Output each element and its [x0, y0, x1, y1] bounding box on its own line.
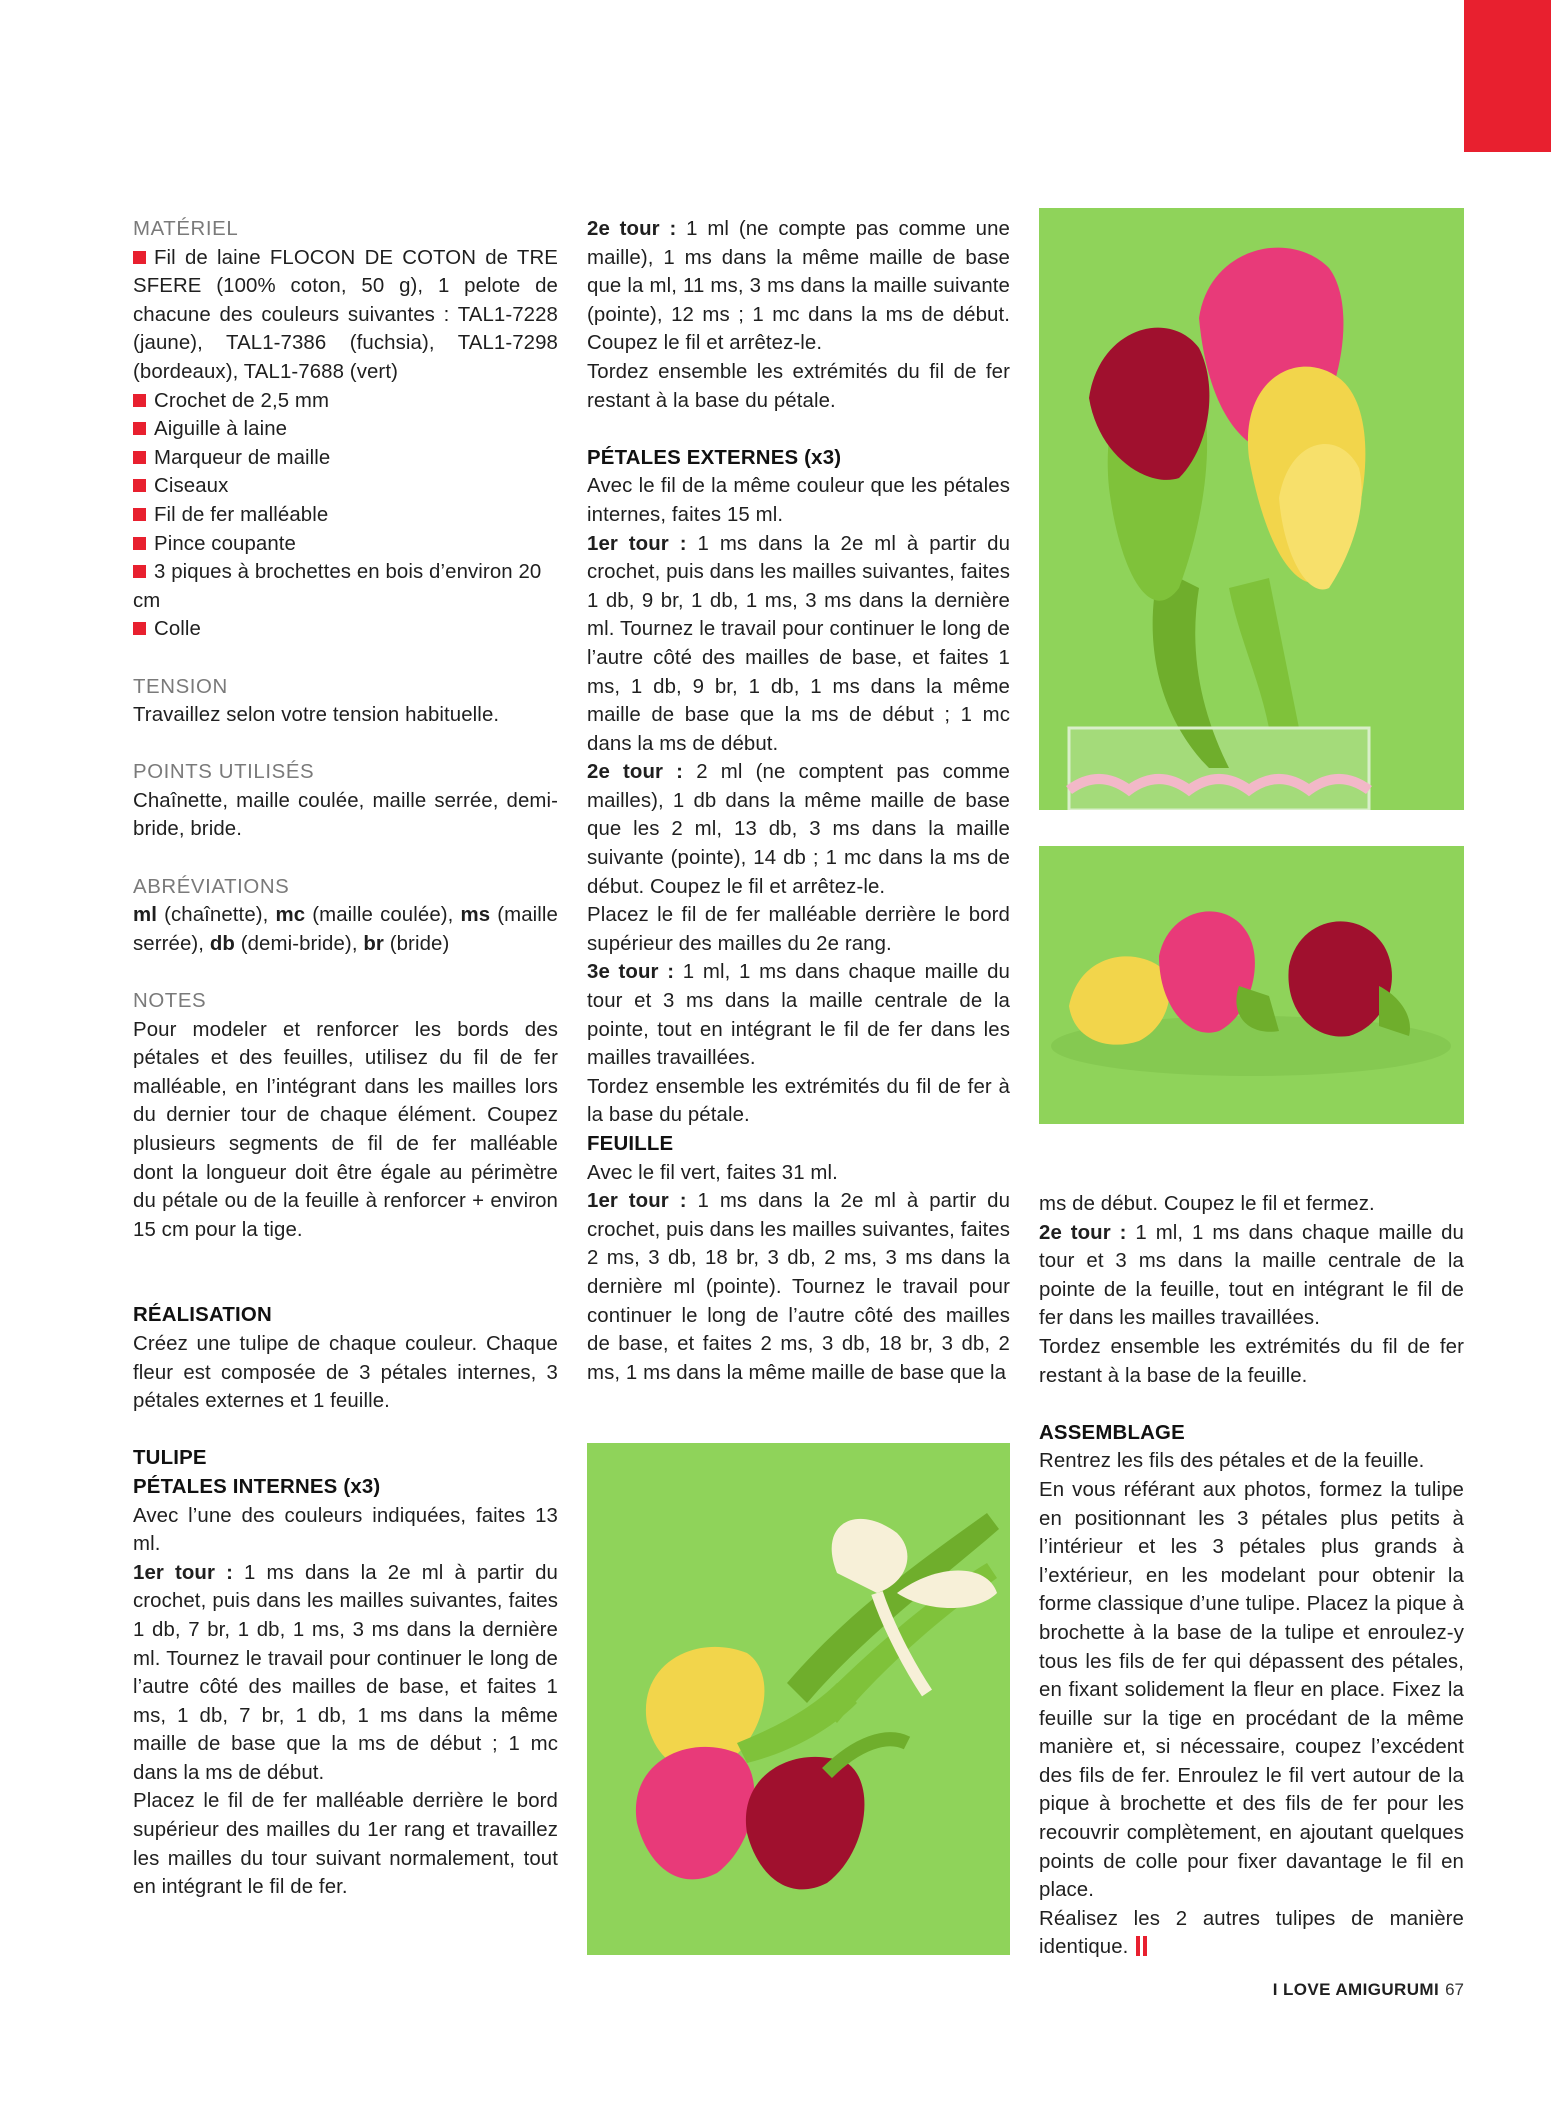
stitches-text: Chaînette, maille coulée, maille serrée, demi-bride, bride. — [133, 789, 558, 841]
magazine-name: I LOVE AMIGURUMI — [1272, 1980, 1440, 1999]
tension-text: Travaillez selon votre tension habituelle. — [133, 704, 500, 727]
end-mark-icon — [1136, 1936, 1140, 1956]
outer-petals-round1: 1er tour : 1 ms dans la 2e ml à partir du crochet, puis dans les mailles suivantes, faites 1 db, 9 br, 1 db, 1 ms, 3 ms dans la dernière ml. Tournez le travail pour continuer le long de l’autre côté des mailles de base, et faites 1 ms, 1 db, 9 br, 1 db, 1 ms dans la même maille de base que la ms de début ; 1 mc dans la ms de début. — [587, 532, 1011, 755]
leaf-twist: Tordez ensemble les extrémités du fil de fer restant à la base de la feuille. — [1039, 1335, 1464, 1387]
inner-petals-intro: Avec l’une des couleurs indiquées, faites 13 ml. — [133, 1504, 558, 1556]
bullet-square-icon — [133, 394, 146, 407]
abbreviations-text: ml (chaînette), mc (maille coulée), ms (maille serrée), db (demi-bride), br (bride) — [133, 904, 558, 955]
bullet-square-icon — [133, 479, 146, 492]
assembly-heading: ASSEMBLAGE — [1039, 1421, 1185, 1444]
materials-item: Colle — [133, 615, 558, 644]
photo-tulips-in-glass — [1039, 208, 1464, 810]
realisation-text: Créez une tulipe de chaque couleur. Chaque fleur est composée de 3 pétales internes, 3 pétales externes et 1 feuille. — [133, 1332, 558, 1413]
bullet-square-icon — [133, 451, 146, 464]
tension-heading: TENSION — [133, 675, 228, 698]
inner-petals-wire: Placez le fil de fer malléable derrière le bord supérieur des mailles du 1er rang et travaillez les mailles du tour suivant normalement, tout en intégrant le fil de fer. — [133, 1790, 558, 1899]
outer-petals-round2: 2e tour : 2 ml (ne comptent pas comme mailles), 1 db dans la même maille de base que les 2 ml, 13 db, 3 ms dans la maille suivante (pointe), 14 db ; 1 mc dans la ms de début. Coupez le fil et arrêtez-le. — [587, 761, 1011, 898]
outer-petals-round3: 3e tour : 1 ml, 1 ms dans chaque maille du tour et 3 ms dans la maille centrale de la pointe, tout en intégrant le fil de fer dans les mailles travaillées. — [587, 961, 1011, 1070]
materials-item: Fil de laine FLOCON DE COTON de TRE SFERE (100% coton, 50 g), 1 pelote de chacune des couleurs suivantes : TAL1-7228 (jaune), TAL1-7386 (fuchsia), TAL1-7298 (bordeaux), TAL1-7688 (vert) — [133, 246, 558, 383]
tulipe-heading: TULIPE — [133, 1447, 207, 1470]
materials-item: Fil de fer malléable — [133, 501, 558, 530]
leaf-heading: FEUILLE — [587, 1133, 674, 1155]
leaf-intro: Avec le fil vert, faites 31 ml. — [587, 1161, 838, 1184]
outer-petals-wire: Placez le fil de fer malléable derrière le bord supérieur des mailles du 2e rang. — [587, 904, 1010, 955]
assembly-p2: En vous référant aux photos, formez la tulipe en positionnant les 3 pétales plus petits à l’intérieur et les 3 pétales plus grands à l’extérieur, en les modelant pour obtenir la forme classique d’une tulipe. Placez la pique à brochette à la base de la tulipe et enroulez-y tous les fils de fer qui dépassent des pétales, en fixant solidement la fleur en place. Fixez la feuille sur la tige en procédant de la même manière et, si nécessaire, coupez l’excédent des fils de fer. Enroulez le fil vert autour de la pique à brochette et des fils de fer pour les recouvrir complètement, en ajoutant quelques points de colle pour fixer davantage le fil en place. — [1039, 1478, 1464, 1902]
bullet-square-icon — [133, 422, 146, 435]
red-corner-tab — [1464, 0, 1551, 152]
materials-item: 3 piques à brochettes en bois d’environ 20 cm — [133, 561, 542, 612]
inner-petals-round1: 1er tour : 1 ms dans la 2e ml à partir du crochet, puis dans les mailles suivantes, faites 1 db, 7 br, 1 db, 1 ms, 3 ms dans la dernière ml. Tournez le travail pour continuer le long de l’autre côté des mailles de base, et faites 1 ms, 1 db, 7 br, 1 db, 1 ms dans la même maille de base que la ms de début ; 1 mc dans la ms de début. — [133, 1561, 558, 1784]
column-left — [133, 215, 558, 1902]
leaf-round1-continued: ms de début. Coupez le fil et fermez. — [1039, 1193, 1375, 1215]
end-mark-icon — [1143, 1936, 1147, 1956]
materials-heading: MATÉRIEL — [133, 218, 239, 240]
leaf-round2: 2e tour : 1 ml, 1 ms dans chaque maille du tour et 3 ms dans la maille centrale de la pointe de la feuille, tout en intégrant le fil de fer dans les mailles travaillées. — [1039, 1221, 1464, 1330]
assembly-p1: Rentrez les fils des pétales et de la feuille. — [1039, 1450, 1425, 1473]
outer-petals-heading: PÉTALES EXTERNES (x3) — [587, 446, 842, 469]
materials-item: Ciseaux — [133, 472, 558, 501]
notes-text: Pour modeler et renforcer les bords des pétales et des feuilles, utilisez du fil de fer malléable, en l’intégrant dans les mailles lors du dernier tour de chaque élément. Coupez plusieurs segments de fil de fer malléable dont la longueur doit être égale au périmètre du pétale ou de la feuille à renforcer + environ 15 cm pour la tige. — [133, 1018, 558, 1241]
stitches-heading: POINTS UTILISÉS — [133, 761, 315, 784]
realisation-heading: RÉALISATION — [133, 1304, 272, 1327]
materials-item: Pince coupante — [133, 530, 558, 559]
bullet-square-icon — [133, 622, 146, 635]
bullet-square-icon — [133, 537, 146, 550]
inner-petals-twist: Tordez ensemble les extrémités du fil de fer restant à la base du pétale. — [587, 360, 1010, 412]
abbreviations-heading: ABRÉVIATIONS — [133, 875, 290, 898]
outer-petals-intro: Avec le fil de la même couleur que les pétales internes, faites 15 ml. — [587, 475, 1010, 526]
materials-item: Crochet de 2,5 mm — [133, 387, 558, 416]
inner-petals-round2: 2e tour : 1 ml (ne compte pas comme une maille), 1 ms dans la même maille de base que la ml, 11 ms, 3 ms dans la maille suivante (pointe), 12 ms ; 1 mc dans la ms de début. Coupez le fil et arrêtez-le. — [587, 218, 1011, 355]
bullet-square-icon — [133, 508, 146, 521]
outer-petals-twist: Tordez ensemble les extrémités du fil de fer à la base du pétale. — [587, 1075, 1010, 1127]
leaf-round1: 1er tour : 1 ms dans la 2e ml à partir du crochet, puis dans les mailles suivantes, faites 2 ms, 3 db, 18 br, 3 db, 2 ms, 3 ms dans la dernière ml (pointe). Tournez le travail pour continuer le long de l’autre côté des mailles de base, et faites 2 ms, 3 db, 18 br, 3 db, 2 ms, 1 ms dans la même maille de base que la — [587, 1190, 1011, 1384]
page-footer — [1090, 1980, 1464, 2000]
materials-item: Aiguille à laine — [133, 415, 558, 444]
bullet-square-icon — [133, 251, 146, 264]
column-right — [1039, 1190, 1464, 1962]
notes-heading: NOTES — [133, 990, 207, 1013]
materials-item: Marqueur de maille — [133, 444, 558, 473]
bullet-square-icon — [133, 565, 146, 578]
assembly-p3: Réalisez les 2 autres tulipes de manière identique. — [1039, 1907, 1464, 1959]
column-middle — [587, 215, 1010, 1387]
inner-petals-heading: PÉTALES INTERNES (x3) — [133, 1475, 381, 1498]
photo-three-tulip-buds — [1039, 846, 1464, 1124]
page-number: 67 — [1445, 1980, 1464, 1999]
photo-tulip-bouquet-ribbon — [587, 1443, 1010, 1955]
